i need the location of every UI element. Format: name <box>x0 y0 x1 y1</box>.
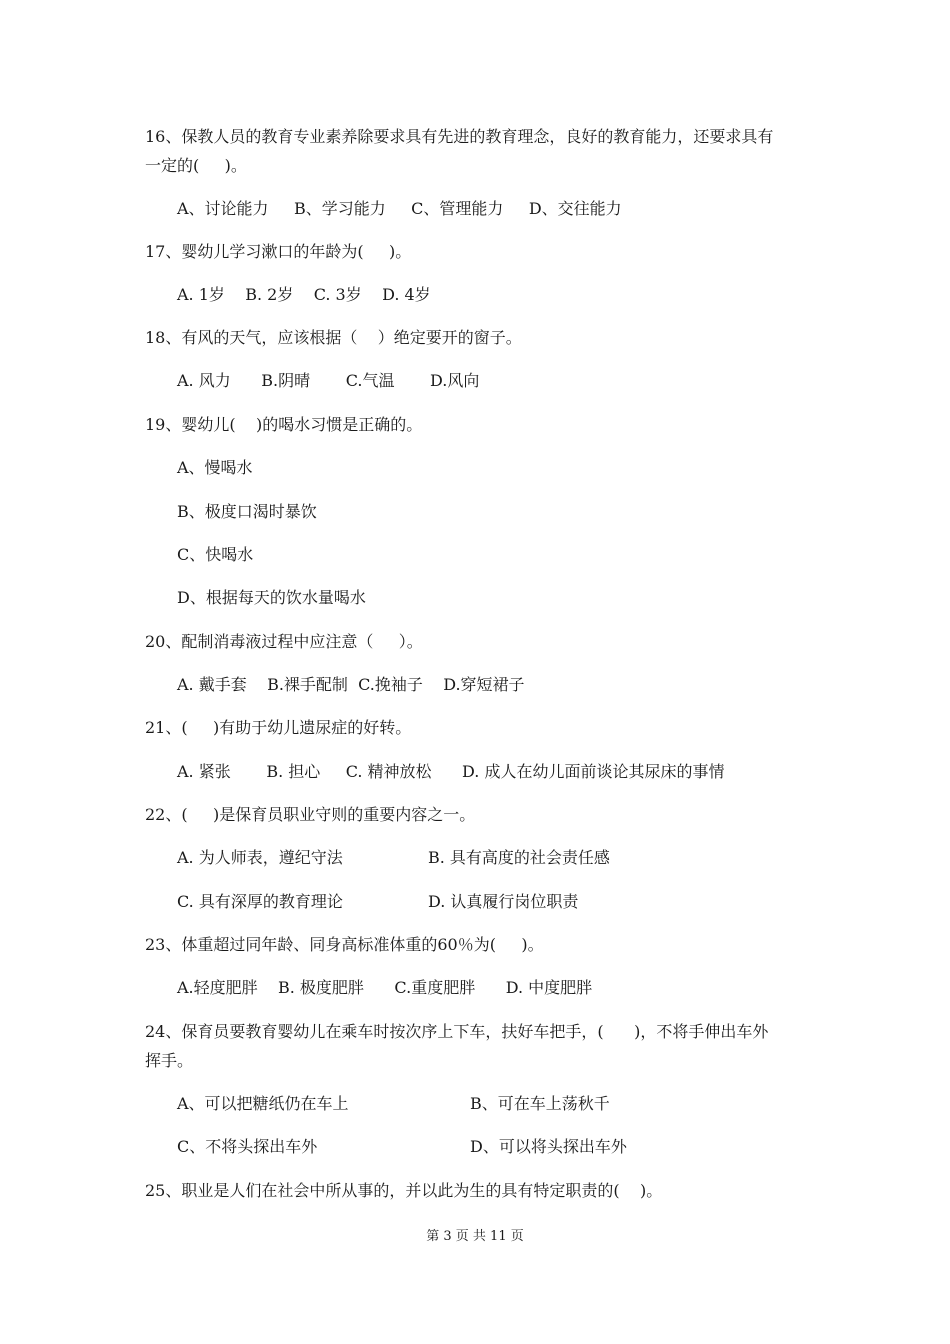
question-16-stem-line-1: 16、保教人员的教育专业素养除要求具有先进的教育理念，良好的教育能力，还要求具有 <box>145 127 774 146</box>
question-20-stem: 20、配制消毒液过程中应注意（ ）。 <box>145 632 423 651</box>
question-17-stem: 17、婴幼儿学习漱口的年龄为( )。 <box>145 242 412 261</box>
question-22-stem: 22、( )是保育员职业守则的重要内容之一。 <box>145 805 476 824</box>
question-16-options: A、讨论能力 B、学习能力 C、管理能力 D、交往能力 <box>177 199 622 218</box>
question-21-options: A. 紧张 B. 担心 C. 精神放松 D. 成人在幼儿面前谈论其尿床的事情 <box>177 762 725 781</box>
question-19-option-d: D、根据每天的饮水量喝水 <box>177 588 366 607</box>
question-23-stem: 23、体重超过同年龄、同身高标准体重的60％为( )。 <box>145 935 544 954</box>
question-18-options: A. 风力 B.阴晴 C.气温 D.风向 <box>177 371 480 390</box>
question-19-option-c: C、快喝水 <box>177 545 254 564</box>
question-24-stem-line-2: 挥手。 <box>145 1051 194 1070</box>
question-19-option-a: A、慢喝水 <box>177 458 253 477</box>
question-16-stem-line-2: 一定的( )。 <box>145 156 247 175</box>
question-17-options: A. 1岁 B. 2岁 C. 3岁 D. 4岁 <box>177 285 431 304</box>
question-22-option-a: A. 为人师表，遵纪守法 <box>177 848 343 867</box>
question-22-option-b: B. 具有高度的社会责任感 <box>428 848 610 867</box>
question-19-option-b: B、极度口渴时暴饮 <box>177 502 317 521</box>
question-24-option-d: D、可以将头探出车外 <box>470 1137 627 1156</box>
question-24-option-b: B、可在车上荡秋千 <box>470 1094 610 1113</box>
question-18-stem: 18、有风的天气，应该根据（ ）绝定要开的窗子。 <box>145 328 522 347</box>
question-19-stem: 19、婴幼儿( )的喝水习惯是正确的。 <box>145 415 423 434</box>
question-24-stem-line-1: 24、保育员要教育婴幼儿在乘车时按次序上下车，扶好车把手，( )，不将手伸出车外 <box>145 1022 769 1041</box>
question-24-option-a: A、可以把糖纸仍在车上 <box>177 1094 349 1113</box>
page-number-footer: 第 3 页 共 11 页 <box>426 1229 524 1244</box>
question-25-stem: 25、职业是人们在社会中所从事的，并以此为生的具有特定职责的( )。 <box>145 1181 663 1200</box>
question-23-options: A.轻度肥胖 B. 极度肥胖 C.重度肥胖 D. 中度肥胖 <box>177 978 593 997</box>
question-22-option-c: C. 具有深厚的教育理论 <box>177 892 343 911</box>
question-21-stem: 21、( )有助于幼儿遗尿症的好转。 <box>145 718 412 737</box>
question-24-option-c: C、不将头探出车外 <box>177 1137 318 1156</box>
question-20-options: A. 戴手套 B.裸手配制 C.挽袖子 D.穿短裙子 <box>177 675 525 694</box>
question-22-option-d: D. 认真履行岗位职责 <box>428 892 579 911</box>
